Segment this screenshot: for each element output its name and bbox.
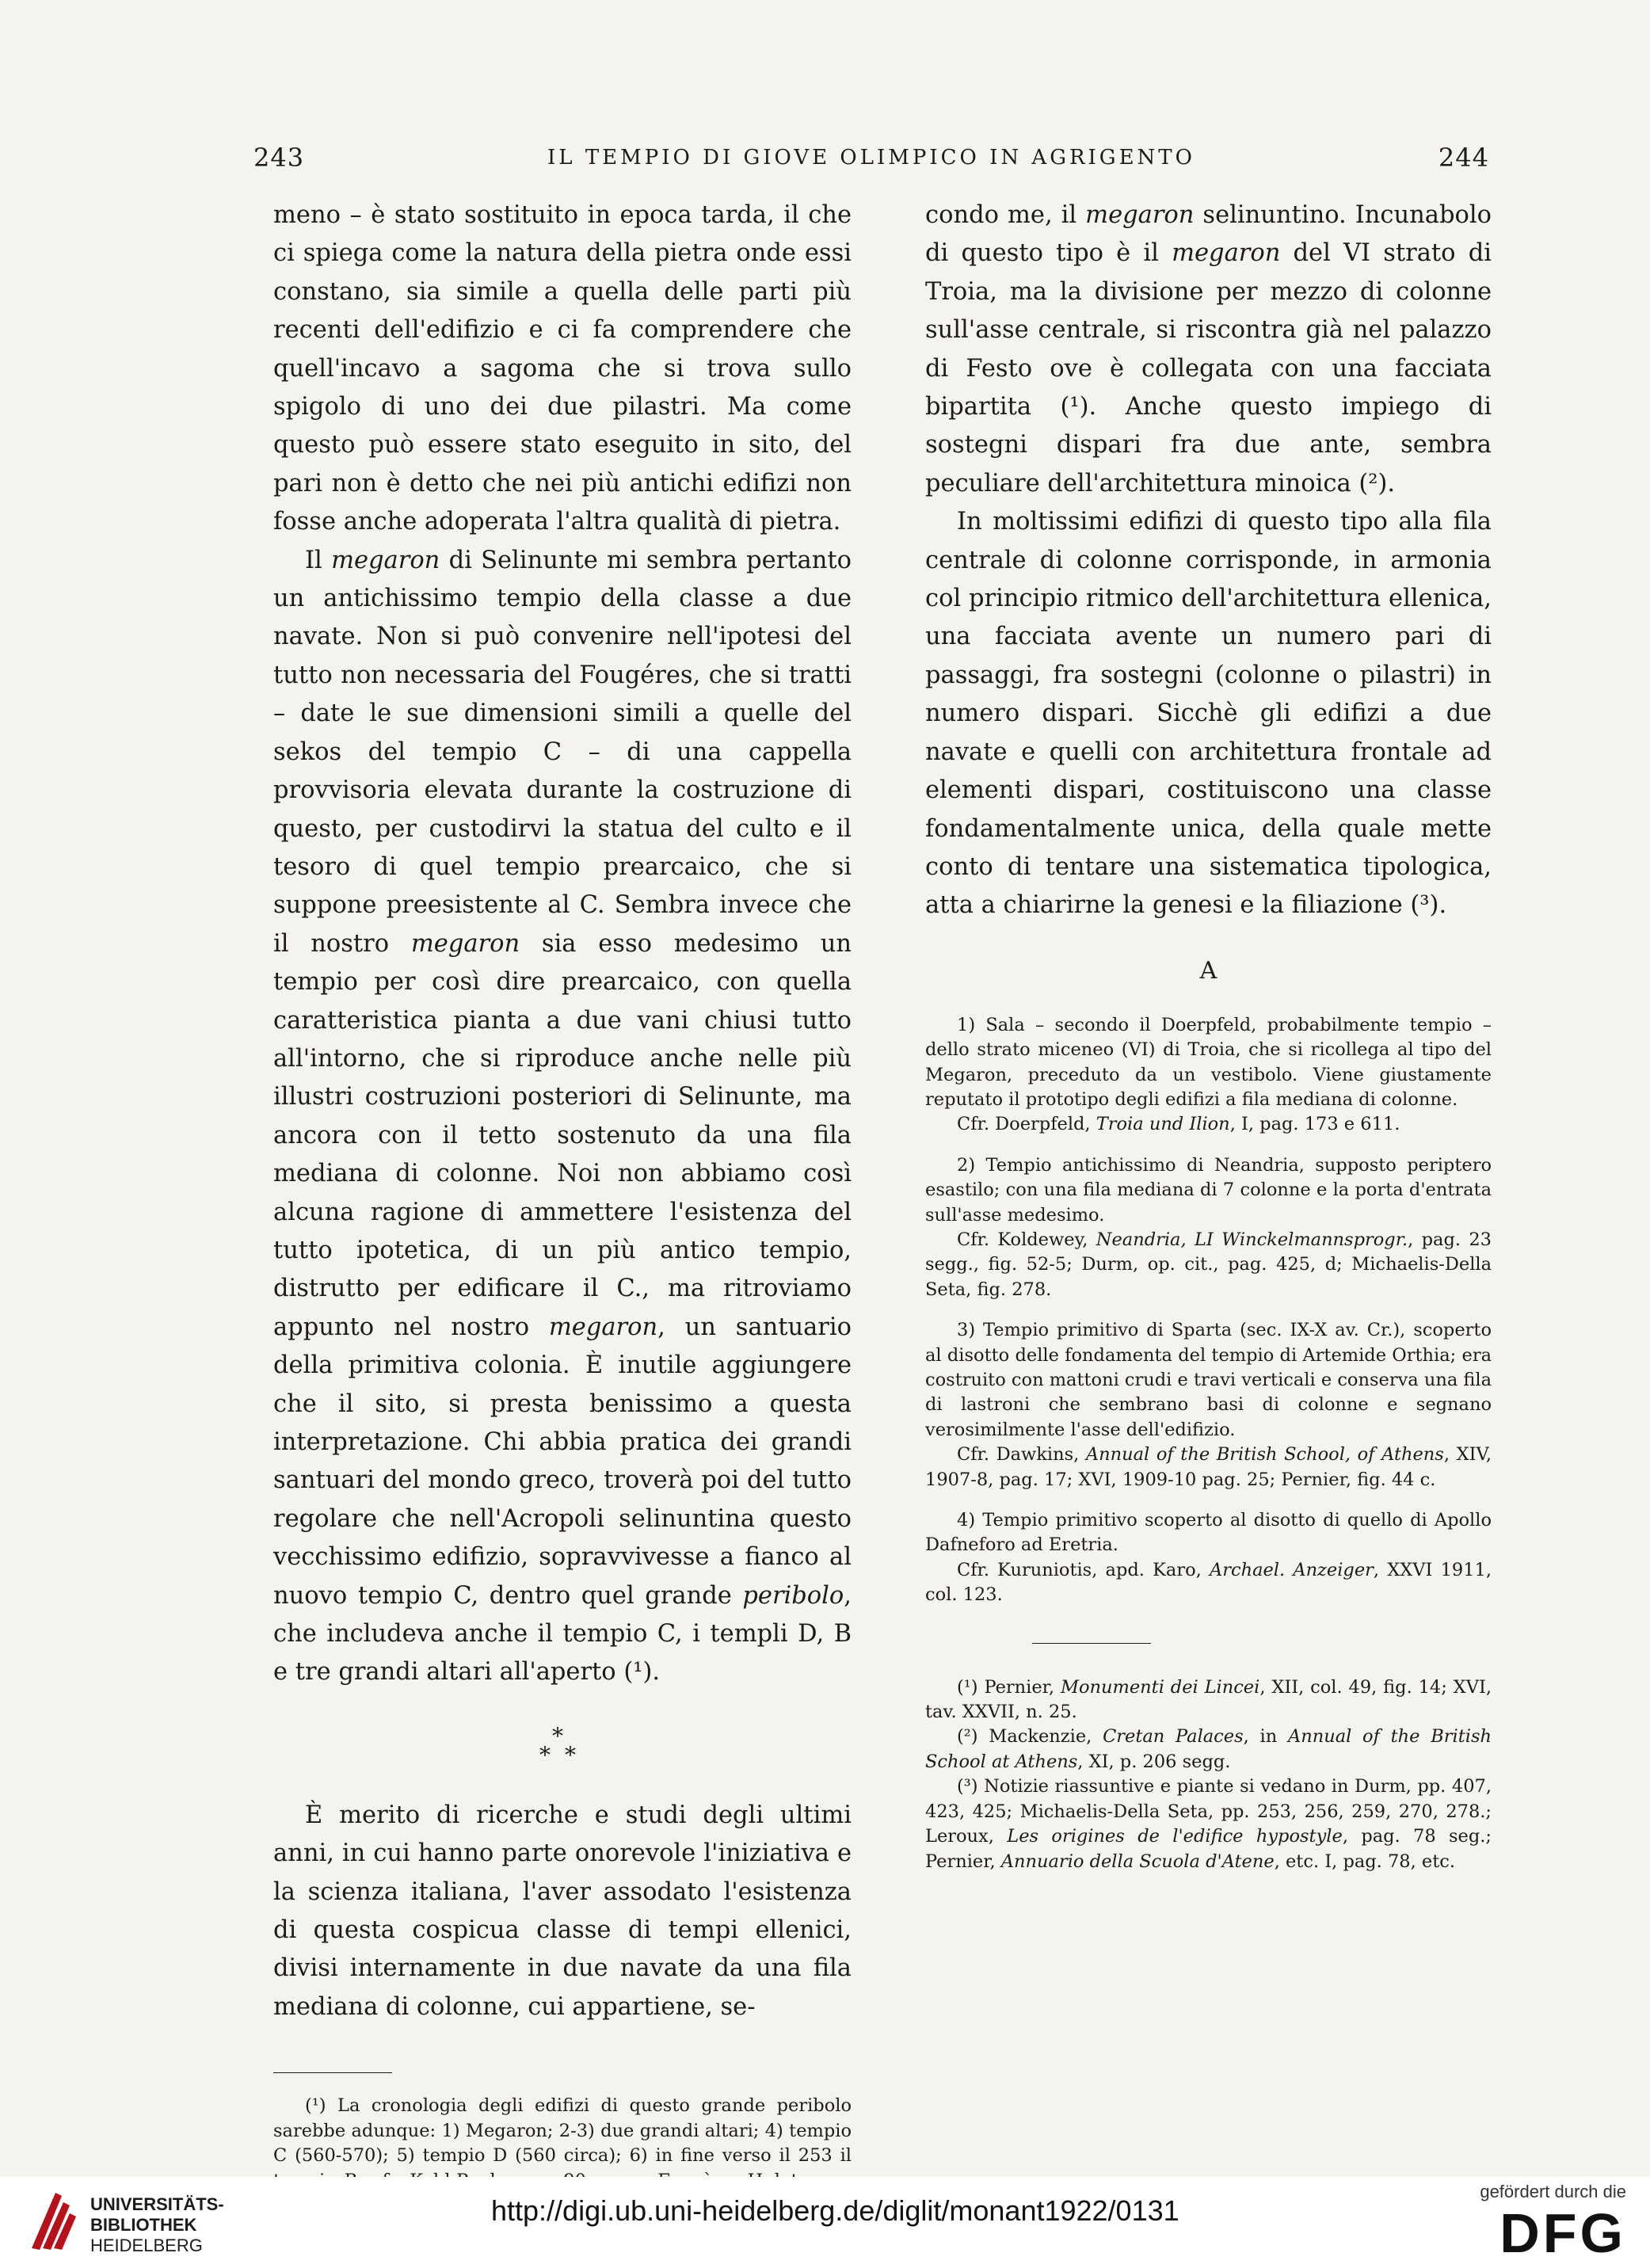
library-name: UNIVERSITÄTS- BIBLIOTHEK HEIDELBERG <box>90 2194 224 2255</box>
footnote: (¹) Pernier, Monumenti dei Lincei, XII, col. 49, fig. 14; XVI, tav. XXVII, n. 25. <box>925 1676 1492 1723</box>
footnote-rule <box>1032 1643 1151 1644</box>
running-title: IL TEMPIO DI GIOVE OLIMPICO IN AGRIGENTO <box>547 146 1195 170</box>
paragraph: Il megaron di Selinunte mi sembra pertanto un antichissimo tempio della classe a due navate. Non si può convenire nell'ipotesi del tutto non necessaria del Fougéres, che si tratti – date le sue dimensioni simili a quelle del sekos del tempio C – di una cappella provvisoria elevata durante la costruzione di questo, per custodirvi la statua del culto e il tesoro di quel tempio prearcaico, che si suppone preesistente al C. Sembra invece che il nostro megaron sia esso medesimo un tempio per così dire prearcaico, con quella caratteristica pianta a due vani chiusi tutto all'intorno, che si riproduce anche nelle più illustri costruzioni posteriori di Selinunte, ma ancora con il tetto sostenuto da una fila mediana di colonne. Noi non abbiamo così alcuna ragione di ammettere l'esistenza del tutto ipotetica, di un più antico tempio, distrutto per edificare il C., ma ritroviamo appunto nel nostro megaron, un santuario della primitiva colonia. È inutile aggiungere che il sito, si presta benissimo a questa interpretazione. Chi abbia pratica dei grandi santuari del mondo greco, troverà poi del tutto regolare che nell'Acropoli selinuntina questo vecchissimo edifizio, sopravvivesse a fianco al nuovo tempio C, dentro quel grande peribolo, che includeva anche il tempio C, i templi D, B e tre grandi altari all'aperto (¹). <box>273 546 852 1687</box>
digitization-footer <box>0 2177 1650 2268</box>
running-header <box>253 143 1489 182</box>
catalogue-item: 4) Tempio primitivo scoperto al disotto di quello di Apollo Dafneforo ad Eretria. Cfr. Kuruniotis, apd. Karo, Archael. Anzeiger, XXVI 1911, col. 123. <box>925 1510 1492 1606</box>
catalogue-item: 2) Tempio antichissimo di Neandria, supposto periptero esastilo; con una fila mediana di 7 colonne e la porta d'entrata sull'asse medesimo. Cfr. Koldewey, Neandria, LI Winckelmannsprogr., pag. 23 segg., fig. 52-5; Durm, op. cit., pag. 425, d; Michaelis-Della Seta, fig. 278. <box>925 1154 1492 1300</box>
section-letter: A <box>1199 956 1217 985</box>
paragraph: È merito di ricerche e studi degli ultimi anni, in cui hanno parte onorevole l'iniziativa e la scienza italiana, l'aver assodato l'esistenza di questa cospicua classe di tempi ellenici, divisi internamente in due navate da una fila mediana di colonne, cui appartiene, se- <box>273 1801 852 2021</box>
footnote-rule <box>273 2072 392 2073</box>
library-logo-icon <box>24 2185 79 2256</box>
permalink-url[interactable]: http://digi.ub.uni-heidelberg.de/diglit/monant1922/0131 <box>491 2194 1179 2227</box>
catalogue-item: 3) Tempio primitivo di Sparta (sec. IX-X av. Cr.), scoperto al disotto delle fondamenta del tempio di Artemide Orthia; era costruito con mattoni crudi e travi verticali e conserva una fila di lastroni che sembrano basi di colonne e segnano verosimilmente l'asse dell'edifizio. Cfr. Dawkins, Annual of the British School, of Athens, XIV, 1907-8, pag. 17; XVI, 1909-10 pag. 25; Pernier, fig. 44 c. <box>925 1320 1492 1490</box>
page-number-left: 243 <box>253 143 305 173</box>
footnote: (³) Notizie riassuntive e piante si vedano in Durm, pp. 407, 423, 425; Michaelis-Della Seta, pp. 253, 256, 259, 270, 278.; Leroux, Les origines de l'edifice hypostyle, pag. 78 seg.; Pernier, Annuario della Scuola d'Atene, etc. I, pag. 78, etc. <box>925 1776 1492 1872</box>
right-column <box>925 196 1492 1874</box>
paragraph: meno – è stato sostituito in epoca tarda, il che ci spiega come la natura della pietra onde essi constano, sia simile a quella delle parti più recenti dell'edifizio e ci fa comprendere che quell'incavo a sagoma che si trova sullo spigolo di uno dei due pilastri. Ma come questo può essere stato eseguito in sito, del pari non è detto che nei più antichi edifizi non fosse anche adoperata l'altra qualità di pietra. <box>273 201 852 536</box>
section-asterism: * * * <box>539 1722 576 1768</box>
left-column <box>273 196 852 2268</box>
page-number-right: 244 <box>1438 143 1489 173</box>
paragraph: condo me, il megaron selinuntino. Incunabolo di questo tipo è il megaron del VI strato di Troia, ma la divisione per mezzo di colonne sull'asse centrale, si riscontra già nel palazzo di Festo ove è collegata con una facciata bipartita (¹). Anche questo impiego di sostegni dispari fra due ante, sembra peculiare dell'architettura minoica (²). <box>925 201 1492 497</box>
dfg-logo: DFG <box>1499 2202 1626 2264</box>
paragraph: In moltissimi edifizi di questo tipo alla fila centrale di colonne corrisponde, in armonia col principio ritmico dell'architettura ellenica, una facciata avente un numero pari di passaggi, fra sostegni (colonne o pilastri) in numero dispari. Sicchè gli edifizi a due navate e quelli con architettura frontale ad elementi dispari, costituiscono una classe fondamentalmente unica, della quale mette conto di tentare una sistematica tipologica, atta a chiarirne la genesi e la filiazione (³). <box>925 508 1492 920</box>
footnote: (²) Mackenzie, Cretan Palaces, in Annual of the British School at Athens, XI, p. 206 segg. <box>925 1726 1492 1772</box>
catalogue-item: 1) Sala – secondo il Doerpfeld, probabilmente tempio – dello strato miceneo (VI) di Troia, che si ricollega al tipo del Megaron, preceduto da un vestibolo. Viene giustamente reputato il prototipo degli edifizi a fila mediana di colonne. Cfr. Doerpfeld, Troia und Ilion, I, pag. 173 e 611. <box>925 1014 1492 1135</box>
funding-caption: gefördert durch die <box>1480 2182 1626 2201</box>
footnote: (¹) La cronologia degli edifizi di questo grande peribolo sarebbe adunque: 1) Megaron; 2-3) due grandi altari; 4) tempio C (560-570); 5) tempio D (560 circa); 6) in fine verso il 253 il <box>273 2095 852 2167</box>
